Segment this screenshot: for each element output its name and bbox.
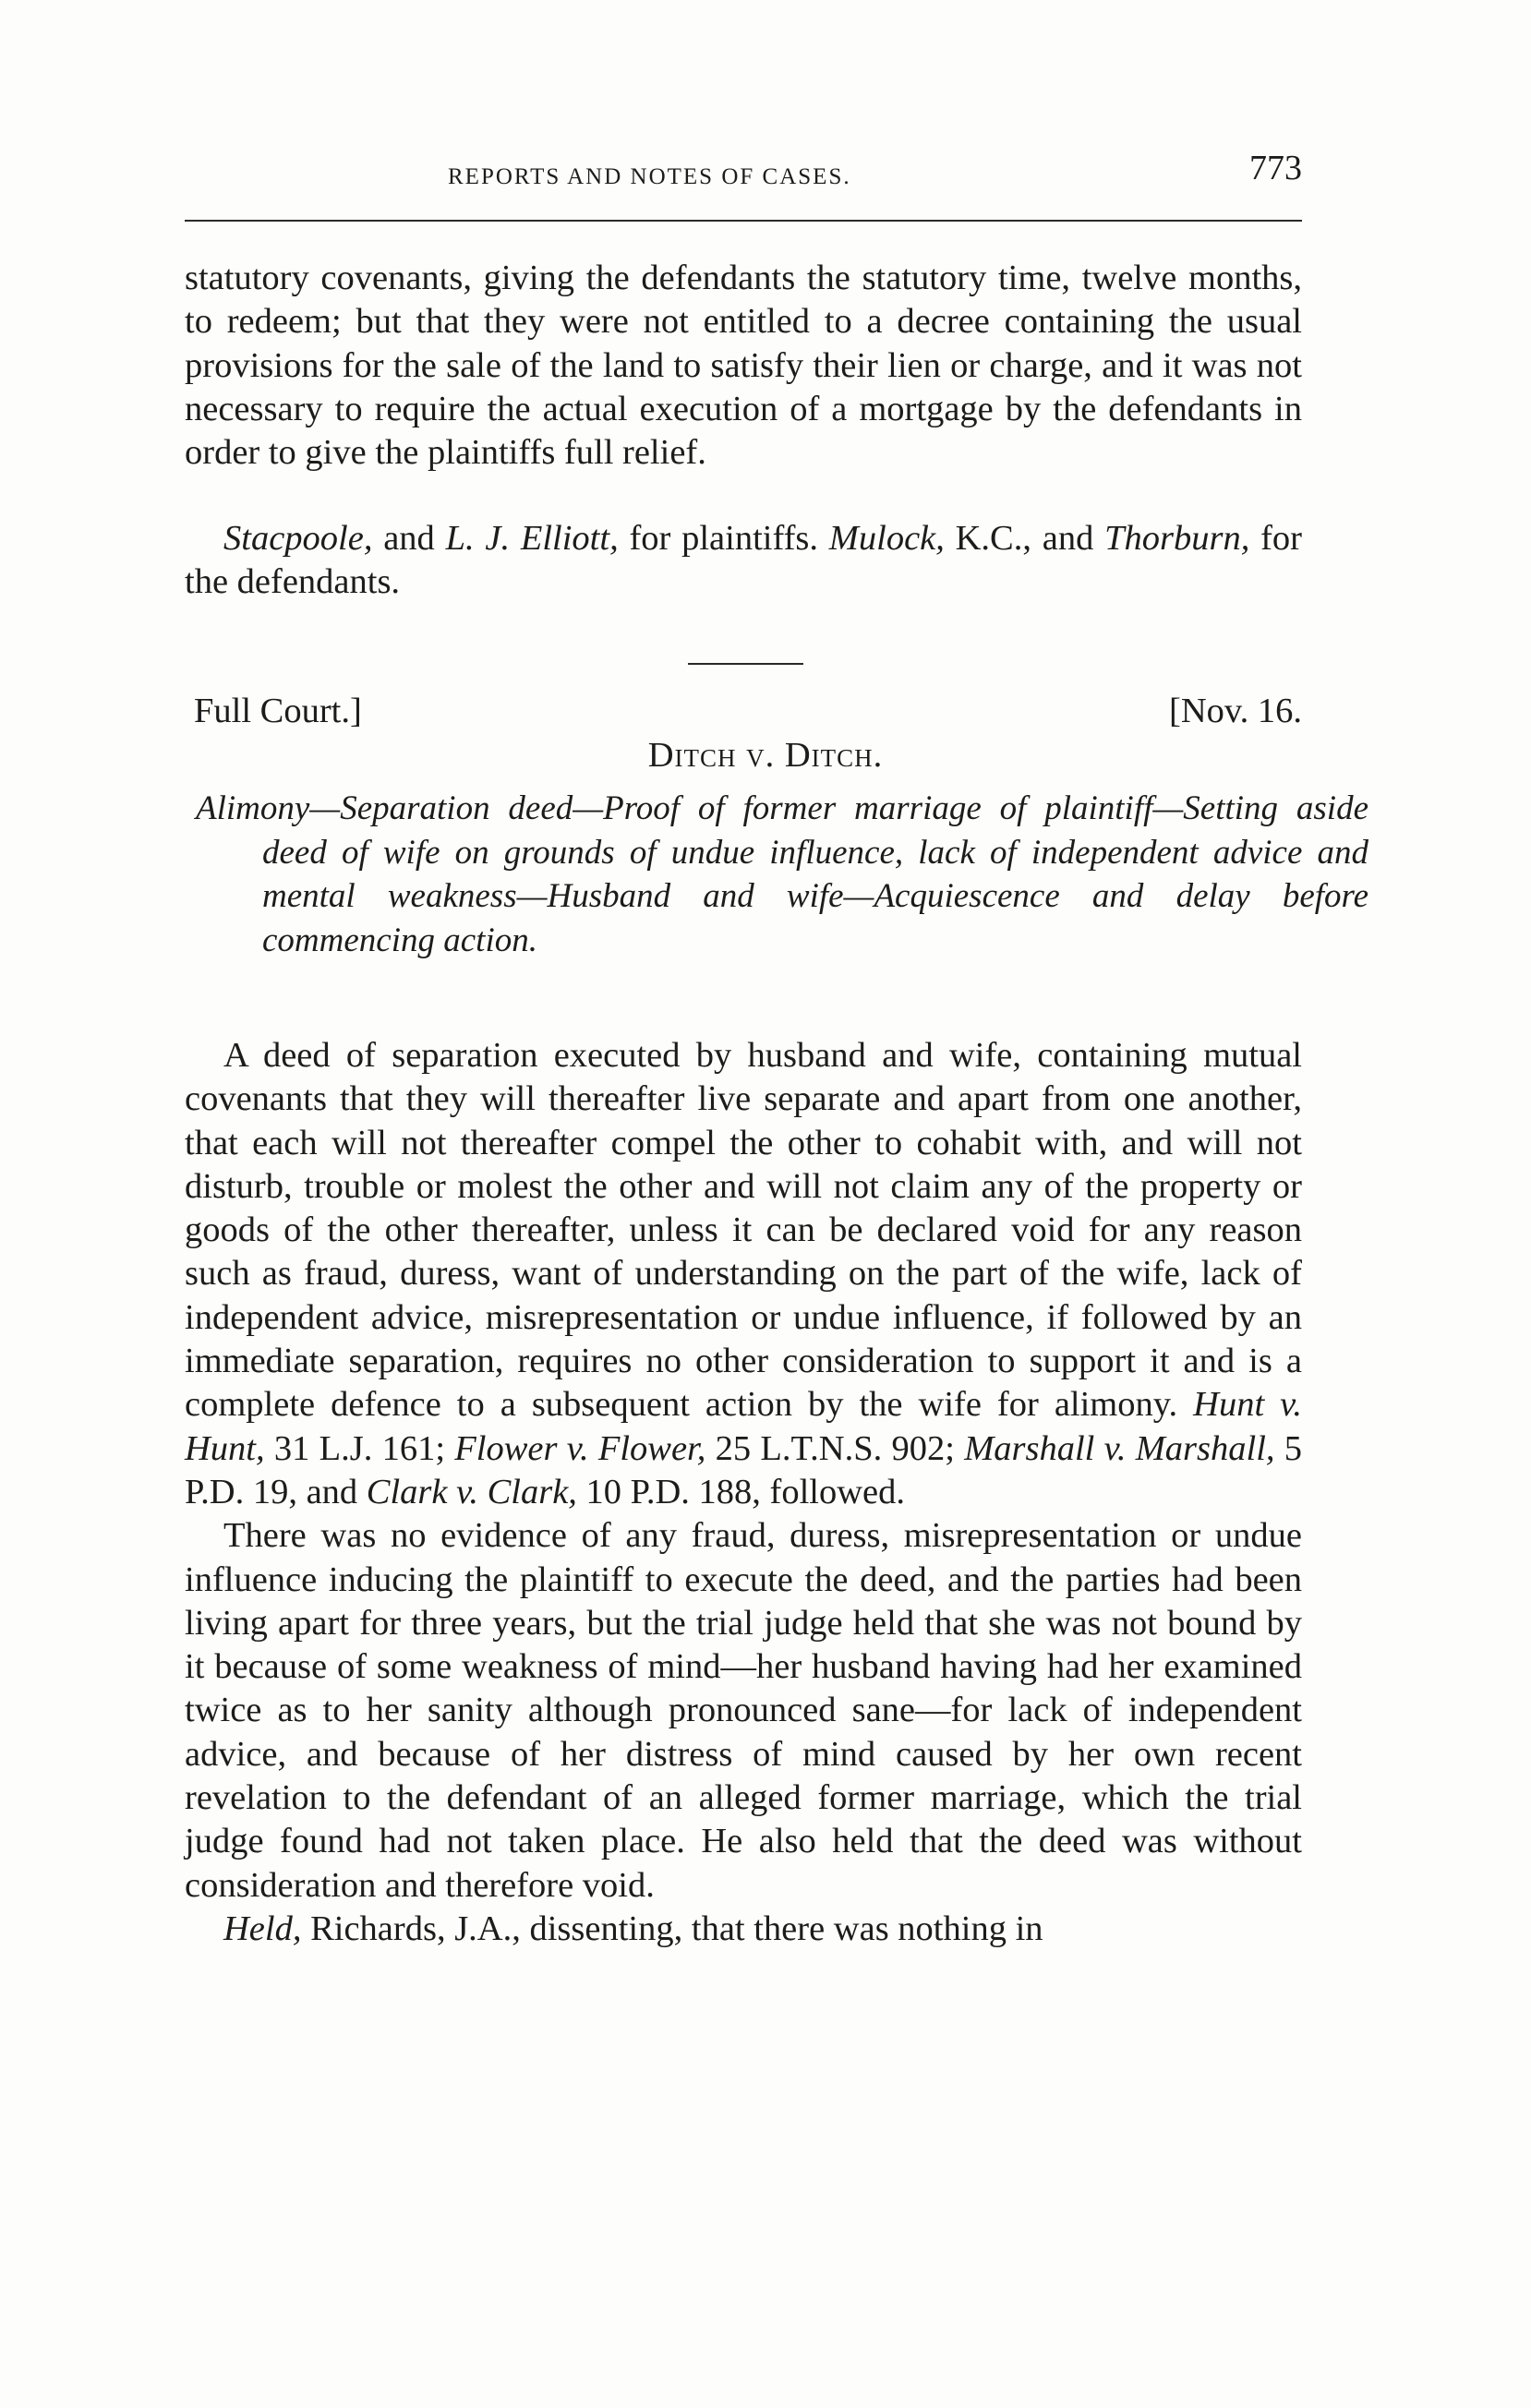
page-number: 773 xyxy=(1249,149,1302,187)
counsel-line xyxy=(185,517,1302,605)
court-line xyxy=(194,691,1302,737)
citation-2-case: Flower v. Flower, xyxy=(454,1428,706,1468)
plaintiff-counsel-1: Stacpoole, xyxy=(223,519,373,558)
citation-4-ref: 10 P.D. 188, followed. xyxy=(576,1472,905,1511)
held-label: Held, xyxy=(223,1908,302,1948)
continuation-paragraph xyxy=(185,257,1302,475)
syllabus xyxy=(185,1034,1302,1951)
defendant-counsel-2: Thorburn, xyxy=(1104,519,1250,558)
header-rule xyxy=(185,220,1302,222)
decision-date: [Nov. 16. xyxy=(1169,692,1302,730)
citation-4-case: Clark v. Clark, xyxy=(366,1472,577,1511)
plaintiff-suffix: for plaintiffs. xyxy=(618,519,829,558)
syllabus-text-1: A deed of separation executed by husband and wife, containing mutual covenants that they will thereafter live separate and apart from one another, that each will not thereafter compel the other to cohabit with, and will not disturb, trouble or molest the other and will not claim any of the property or goods of the other thereafter, unless it can be declared void for any reason such as fraud, duress, want of understanding on the part of the wife, lack of independent advice, misrepresentation or undue influence, if followed by an immediate separation, requires no other consideration to support it and is a complete defence to a subsequent action by the wife for alimony. xyxy=(185,1036,1302,1425)
case-title: Ditch v. Ditch. xyxy=(647,736,884,775)
syllabus-paragraph-3 xyxy=(185,1908,1302,1951)
plaintiff-counsel-2: L. J. Elliott, xyxy=(445,519,619,558)
citation-3-ref: 5 P.D. 19, and xyxy=(185,1428,1303,1511)
court-name: Full Court.] xyxy=(194,692,362,730)
syllabus-paragraph-1 xyxy=(185,1034,1302,1514)
headnote: Alimony—Separation deed—Proof of former marriage of plaintiff—Setting aside deed of wife on grounds of undue influence, lack of independent advice and mental weakness—Husband and wife—Acquiescence and delay before commencing action. xyxy=(196,789,1368,959)
running-head xyxy=(185,148,1302,203)
syllabus-paragraph-2: There was no evidence of any fraud, duress, misrepresentation or undue influence inducing the plaintiff to execute the deed, and the parties had been living apart for three years, but the trial judge held that she was not bound by it because of some weakness of mind—her husband having had her examined twice as to her sanity although pronounced sane—for lack of independent advice, and because of her distress of mind caused by her own recent revelation to the defendant of an alleged former marriage, which the trial judge found had not taken place. He also held that the deed was without consideration and therefore void. xyxy=(185,1516,1302,1905)
running-title: REPORTS AND NOTES OF CASES. xyxy=(448,164,851,189)
defendant-counsel-1: Mulock, xyxy=(828,519,945,558)
defendant-suffix: for the defendants. xyxy=(185,519,1303,602)
held-text: Richards, J.A., dissenting, that there was nothing in xyxy=(301,1908,1043,1948)
citation-1-ref: 31 L.J. 161; xyxy=(264,1428,455,1468)
defendant-counsel-mid: K.C., and xyxy=(944,519,1105,558)
continuation-text: statutory covenants, giving the defendants the statutory time, twelve months, to redeem; but that they were not entitled to a decree containing the usual provisions for the sale of the land to satisfy their lien or charge, and it was not necessary to require the actual execution of a mortgage by the defendants in order to give the plaintiffs full relief. xyxy=(185,259,1302,473)
plaintiff-counsel-join: and xyxy=(372,519,446,558)
counsel-paragraph xyxy=(185,517,1302,605)
citation-2-ref: 25 L.T.N.S. 902; xyxy=(705,1428,965,1468)
citation-3-case: Marshall v. Marshall, xyxy=(964,1428,1275,1468)
section-separator xyxy=(688,663,803,665)
citation-1-case: Hunt v. Hunt, xyxy=(185,1385,1302,1468)
